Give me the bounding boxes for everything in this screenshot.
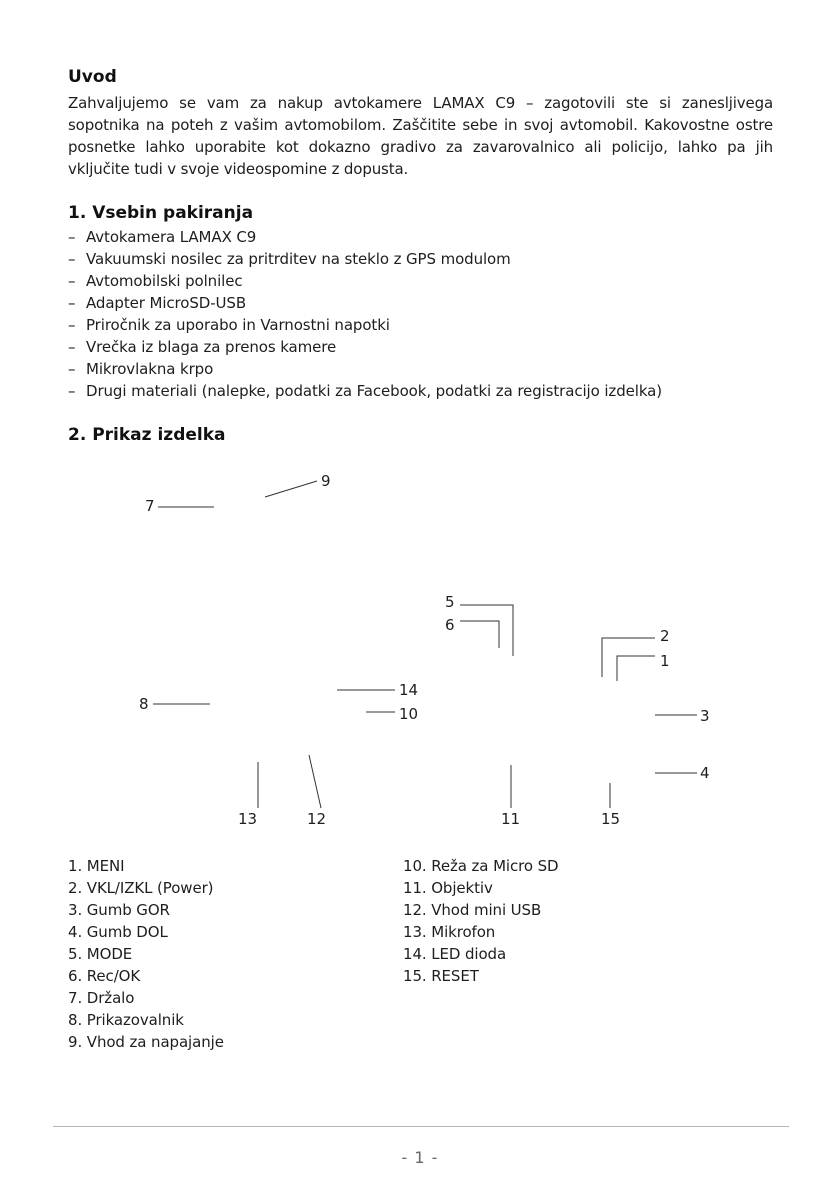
list-item: – Drugi materiali (nalepke, podatki za Facebook, podatki za registracijo izdelka) — [68, 382, 662, 400]
part-item: 11. Objektiv — [403, 879, 493, 897]
leader-line-6 — [460, 621, 499, 648]
part-item: 2. VKL/IZKL (Power) — [68, 879, 214, 897]
callout-6: 6 — [445, 616, 455, 634]
part-item: 1. MENI — [68, 857, 125, 875]
callout-9: 9 — [321, 472, 331, 490]
footer-divider — [53, 1126, 789, 1127]
list-item: – Priročnik za uporabo in Varnostni napotki — [68, 316, 390, 334]
list-dash: – — [68, 228, 76, 246]
leader-line-2 — [602, 638, 655, 677]
callout-7: 7 — [145, 497, 155, 515]
list-item: – Mikrovlakna krpo — [68, 360, 214, 378]
page-number: - 1 - — [401, 1148, 439, 1167]
callout-4: 4 — [700, 764, 710, 782]
part-item: 13. Mikrofon — [403, 923, 496, 941]
callout-11: 11 — [501, 810, 521, 828]
part-item: 7. Držalo — [68, 989, 135, 1007]
leader-line-1 — [617, 656, 655, 681]
part-item: 10. Reža za Micro SD — [403, 857, 559, 875]
callout-8: 8 — [139, 695, 149, 713]
intro-paragraph: Zahvaljujemo se vam za nakup avtokamere LAMAX C9 – zagotovili ste si zanesljivega sopotnika na poteh z vašim avtomobilom. Zaščitite sebe in svoj avtomobil. Kakovostne ostre posnetke lahko uporabite kot dokazno gradivo za zavarovalnico ali policijo, lahko pa jih vključite tudi v svoje videospomine z dopusta. — [68, 94, 773, 178]
part-item: 6. Rec/OK — [68, 967, 141, 985]
list-dash: – — [68, 294, 76, 312]
part-item: 12. Vhod mini USB — [403, 901, 542, 919]
list-item: – Vakuumski nosilec za pritrditev na steklo z GPS modulom — [68, 250, 511, 268]
callout-15: 15 — [601, 810, 621, 828]
callout-13: 13 — [238, 810, 258, 828]
callout-12: 12 — [307, 810, 327, 828]
list-item: – Vrečka iz blaga za prenos kamere — [68, 338, 337, 356]
list-item: – Adapter MicroSD-USB — [68, 294, 247, 312]
part-item: 14. LED dioda — [403, 945, 507, 963]
part-item: 3. Gumb GOR — [68, 901, 170, 919]
parts-list-left — [68, 855, 224, 1053]
callout-1: 1 — [660, 652, 670, 670]
part-item: 8. Prikazovalnik — [68, 1011, 184, 1029]
callout-3: 3 — [700, 707, 710, 725]
part-item: 9. Vhod za napajanje — [68, 1033, 224, 1051]
list-item: – Avtomobilski polnilec — [68, 272, 243, 290]
parts-list-right — [403, 855, 558, 987]
callout-14: 14 — [399, 681, 419, 699]
part-item: 5. MODE — [68, 945, 133, 963]
part-item: 15. RESET — [403, 967, 479, 985]
list-item: – Avtokamera LAMAX C9 — [68, 228, 257, 246]
list-dash: – — [68, 360, 76, 378]
list-dash: – — [68, 338, 76, 356]
list-dash: – — [68, 316, 76, 334]
part-item: 4. Gumb DOL — [68, 923, 168, 941]
list-dash: – — [68, 250, 76, 268]
contents-heading: 1. Vsebin pakiranja — [68, 203, 254, 223]
list-dash: – — [68, 272, 76, 290]
leader-line-9 — [265, 481, 317, 497]
product-heading: 2. Prikaz izdelka — [68, 425, 226, 445]
intro-heading: Uvod — [68, 67, 117, 87]
leader-line-5 — [460, 605, 513, 656]
leader-line-12 — [309, 755, 321, 808]
callout-5: 5 — [445, 593, 455, 611]
callout-10: 10 — [399, 705, 419, 723]
callout-2: 2 — [660, 627, 670, 645]
list-dash: – — [68, 382, 76, 400]
